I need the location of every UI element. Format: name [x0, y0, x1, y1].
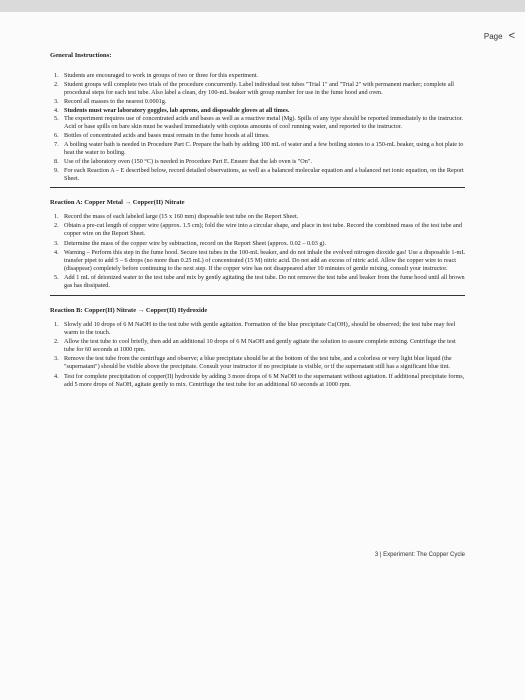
- list-item: 5. Add 1 mL of deionized water to the test tube and mix by gently agitating the test tube. Do not remove the test tube and beaker from the fume hood until all brown gas has dissipated.: [54, 274, 465, 290]
- list-item: 8. Use of the laboratory oven (150 °C) is needed in Procedure Part E. Ensure that the lab oven is "On".: [54, 157, 312, 165]
- list-item: 1. Record the mass of each labeled large (15 x 160 mm) disposable test tube on the Report Sheet.: [54, 213, 299, 221]
- list-item: 4. Warning – Perform this step in the fume hood. Secure test tubes in the 100-mL beaker, and do not inhale the evolved nitrogen dioxide gas! Use a disposable 1-mL transfer pipet to add 5 – 6 drops (no more than 0.25 mL) of concentrated (15 M) nitric acid. Do not add an excess of nitric acid. Allow the copper wire to react (disappear) completely before continuing to the next step. If the copper wire has not disappeared after 10 minutes of gentle mixing, consult your instructor.: [54, 248, 465, 273]
- list-item: 3. Remove the test tube from the centrifuge and observe; a blue precipitate should be at the bottom of the test tube, and a colorless or very light blue liquid (the "supernatant") should be visible above the precipitate. Consult your instructor if no precipitate is visible, or if the supernatant still has a significant blue tint.: [54, 355, 452, 371]
- general-instructions-list: [50, 72, 465, 183]
- page-label: Page: [483, 32, 503, 41]
- list-item: 9. For each Reaction A – E described below, record detailed observations, as well as a balanced molecular equation and a balanced net ionic equation, on the Report Sheet.: [54, 166, 464, 182]
- list-item: 1. Students are encouraged to work in groups of two or three for this experiment.: [54, 72, 259, 80]
- document-content: [50, 52, 465, 390]
- list-item: 4. Students must wear laboratory goggles, lab aprons, and disposable gloves at all times.: [54, 106, 290, 114]
- list-item: 2. Obtain a pre-cut length of copper wire (approx. 1.5 cm); fold the wire into a circular shape, and place in test tube. Record the combined mass of the test tube and copper wire on the Report Sheet.: [54, 222, 462, 238]
- list-item: 6. Bottles of concentrated acids and bases must remain in the fume hoods at all times.: [54, 132, 270, 140]
- reaction-a-list: [50, 213, 465, 290]
- chevron-left-icon[interactable]: <: [508, 30, 515, 42]
- list-item: 1. Slowly add 10 drops of 6 M NaOH to the test tube with gentle agitation. Formation of the blue precipitate Cu(OH)₂ should be observed; the test tube may feel warm to the touch.: [54, 320, 456, 336]
- general-instructions-title: General Instructions:: [50, 52, 112, 59]
- page-indicator: [484, 30, 515, 42]
- list-item: 7. A boiling water bath is needed in Procedure Part C. Prepare the bath by adding 100 mL of water and a few boiling stones to a 150-mL beaker, using a hot plate to heat the water to boiling.: [54, 140, 464, 157]
- list-item: 2. Student groups will complete two trials of the procedure concurrently. Label individual test tubes "Trial 1" and "Trial 2" with permanent marker; complete all procedural steps for each test tube. Also label a clean, dry 100-mL beaker with group number for use in the fume hood and oven.: [54, 80, 455, 97]
- list-item: 3. Record all masses to the nearest 0.0001g.: [54, 97, 167, 105]
- reaction-a-title: Reaction A: Copper Metal → Copper(II) Nitrate: [50, 198, 185, 206]
- list-item: 3. Determine the mass of the copper wire by subtraction, record on the Report Sheet (approx. 0.02 – 0.03 g).: [54, 239, 327, 247]
- reaction-b-list: [50, 321, 465, 389]
- top-toolbar: [0, 0, 525, 12]
- reaction-b-title: Reaction B: Copper(II) Nitrate → Copper(II) Hydroxide: [50, 306, 208, 314]
- list-item: 4. Test for complete precipitation of copper(II) hydroxide by adding 3 more drops of 6 M NaOH to the supernatant without agitation. If additional precipitate forms, add 5 more drops of NaOH, agitate gently to mix. Centrifuge the test tube for an additional 60 seconds at 1000 rpm.: [54, 372, 465, 388]
- list-item: 5. The experiment requires use of concentrated acids and bases as well as a reactive metal (Mg). Spills of any type should be reported immediately to the instructor. Acid or base spills on bare skin must be washed immediately with copious amounts of cool running water, and reported to the instructor.: [54, 115, 463, 131]
- page-footer: 3 | Experiment: The Copper Cycle: [374, 552, 465, 558]
- section-divider: [50, 187, 465, 188]
- section-divider: [50, 295, 465, 296]
- list-item: 2. Allow the test tube to cool briefly, then add an additional 10 drops of 6 M NaOH and gently agitate the solution to assure complete mixing. Centrifuge the test tube for 60 seconds at 1000 rpm.: [54, 337, 456, 354]
